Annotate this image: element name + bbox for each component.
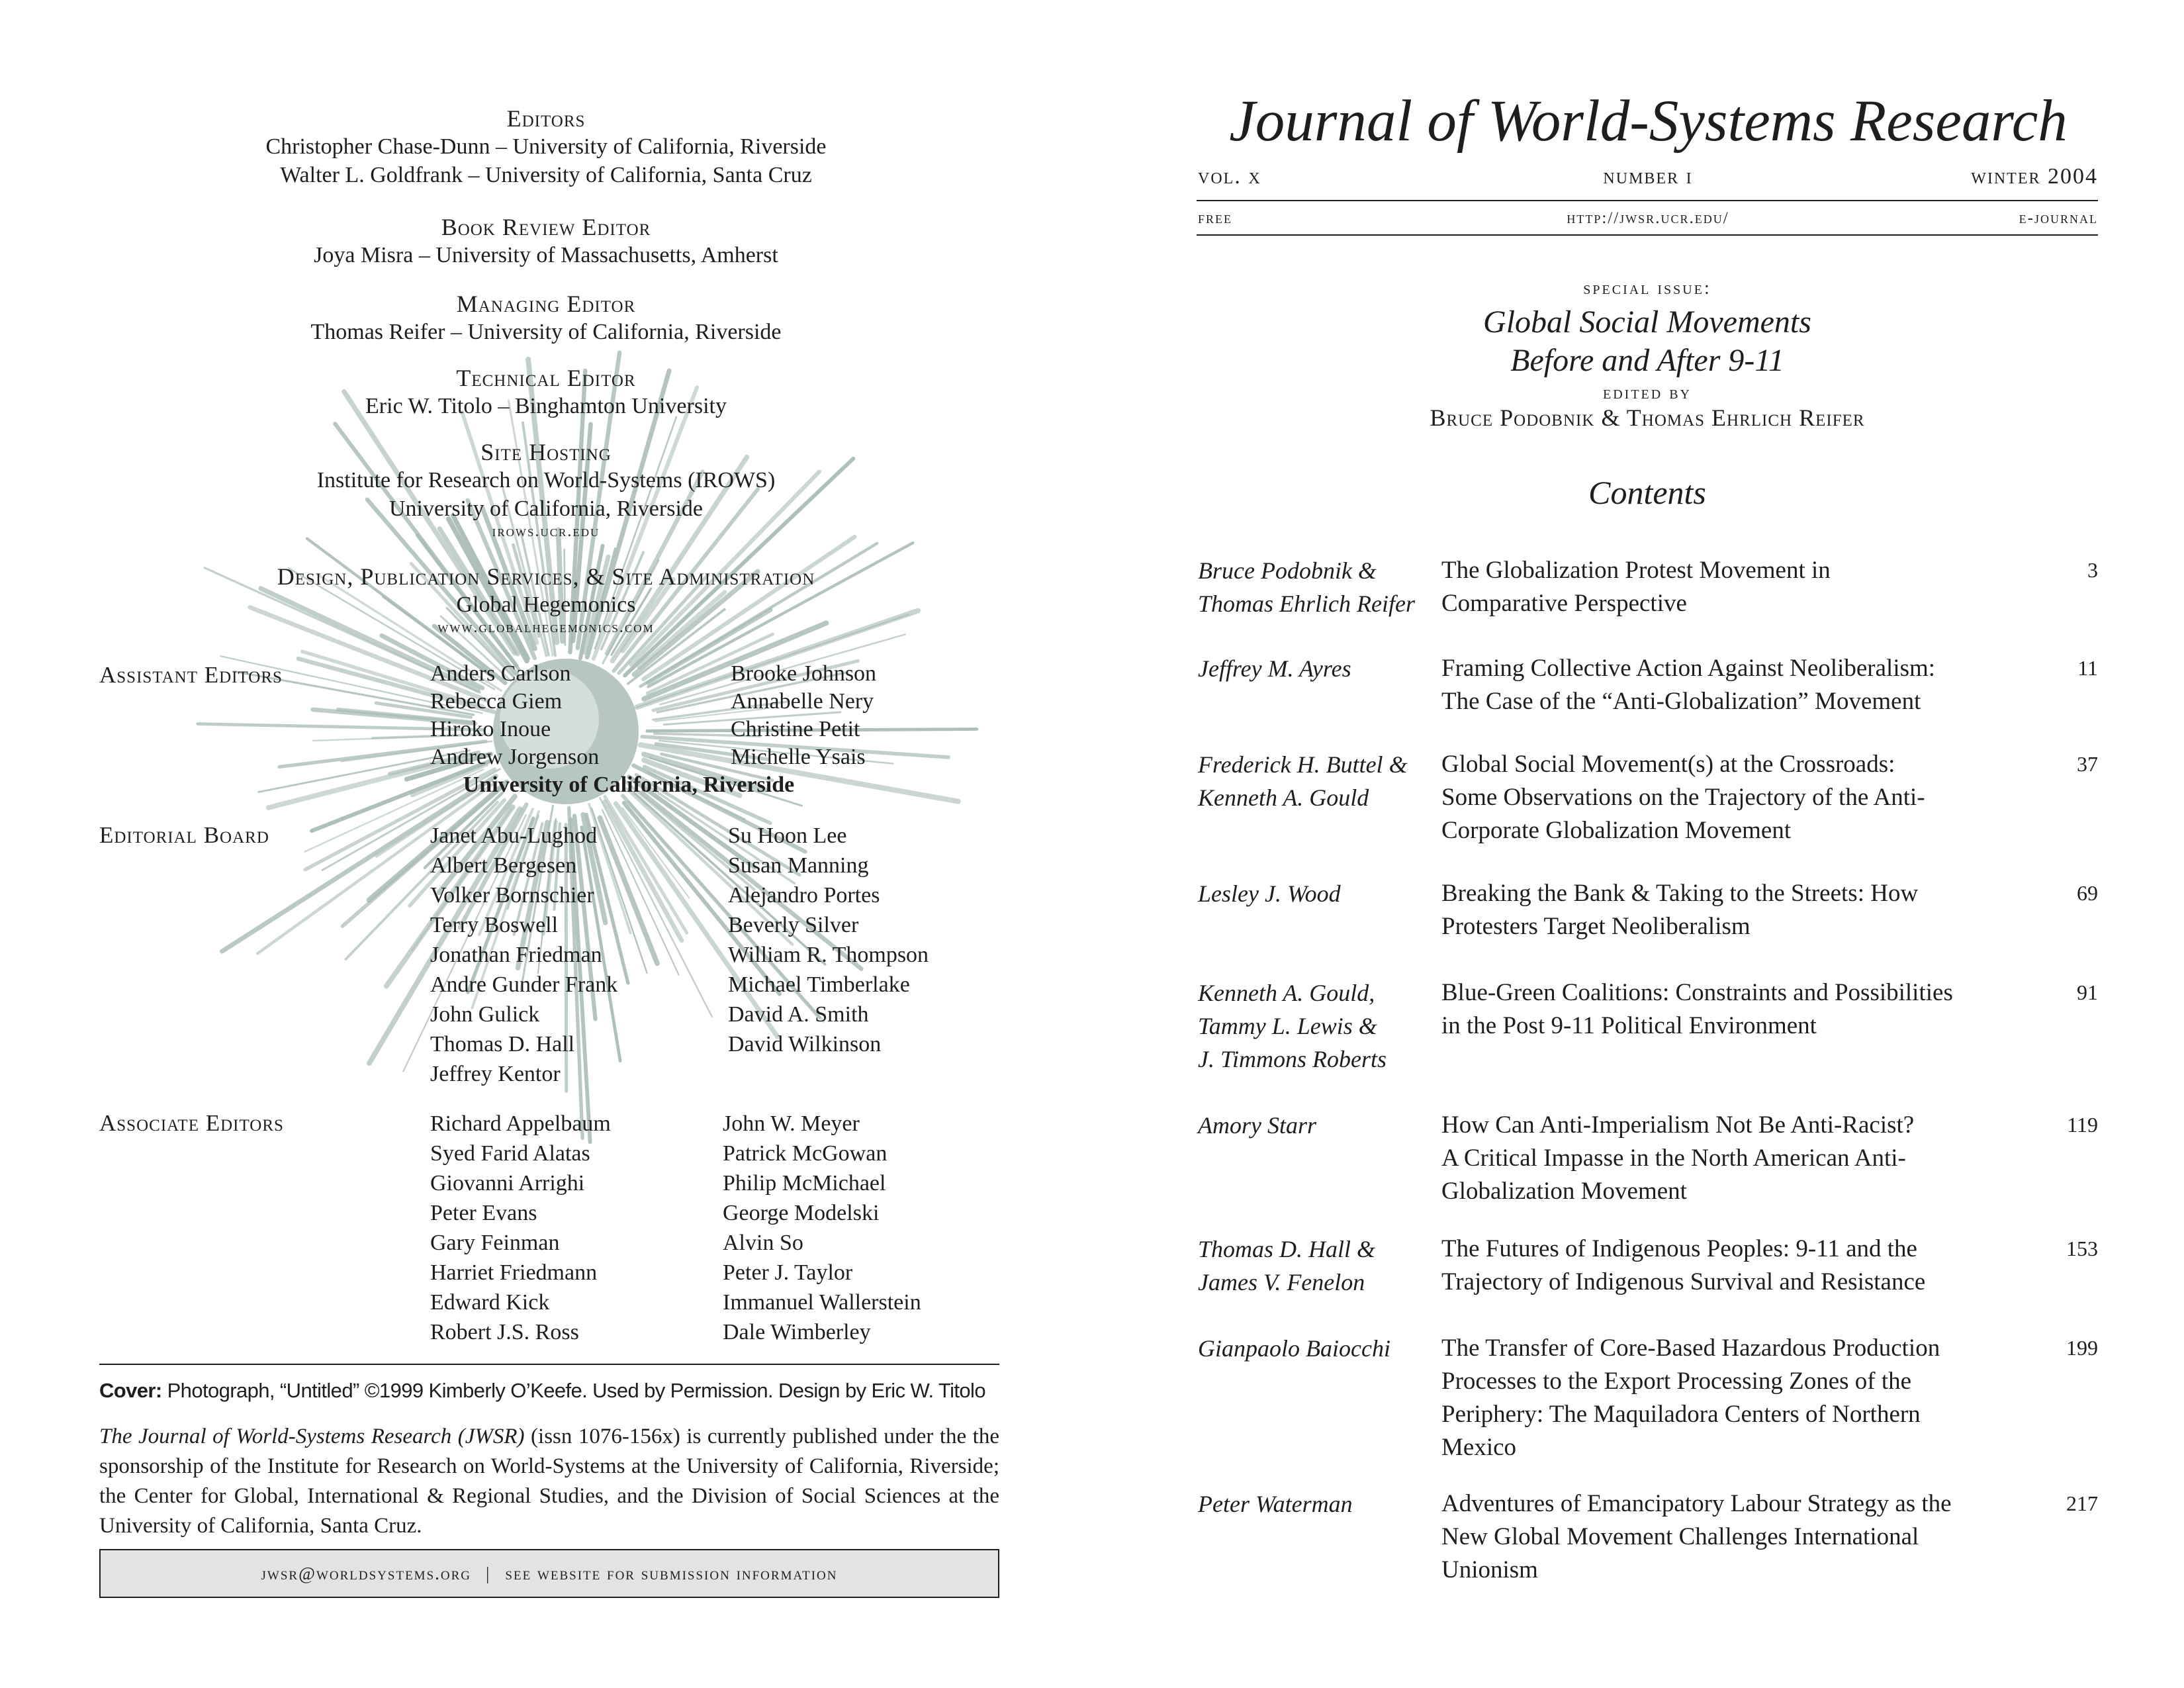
list-item: David A. Smith (728, 1002, 869, 1027)
toc-title[interactable] (1441, 877, 2024, 943)
editor-line: Christopher Chase-Dunn – University of California, Riverside (265, 134, 827, 159)
assistant-col-1 (430, 660, 599, 771)
hosting-line: Institute for Research on World-Systems (IROWS) (316, 468, 776, 492)
toc-author-line: Frederick H. Buttel & (1198, 751, 1408, 778)
toc-title-line: A Critical Impasse in the North American Anti- (1441, 1145, 1906, 1172)
toc-title-line: Breaking the Bank & Taking to the Streets: How (1441, 880, 1919, 907)
toc-page-number: 37 (2077, 752, 2098, 776)
toc-title-line: Protesters Target Neoliberalism (1441, 913, 1751, 940)
toc-authors (1198, 554, 1436, 620)
book-review-line: Joya Misra – University of Massachusetts, Amherst (314, 243, 778, 267)
toc-author-line: Jeffrey M. Ayres (1198, 655, 1351, 682)
toc-authors (1198, 976, 1436, 1076)
footer-box (99, 1549, 999, 1598)
board-col-2 (728, 821, 929, 1059)
cover-label: Cover: (99, 1379, 162, 1402)
free-label: free (1198, 209, 1233, 227)
list-item: Hiroko Inoue (430, 717, 551, 741)
toc-title-line: Global Social Movement(s) at the Crossroads: (1441, 751, 1895, 778)
toc-title[interactable] (1441, 1487, 2024, 1587)
list-item: Alejandro Portes (728, 883, 880, 908)
toc-title[interactable] (1441, 1332, 2024, 1464)
toc-title-line: The Case of the “Anti-Globalization” Movement (1441, 688, 1921, 715)
toc-page-number: 119 (2067, 1113, 2098, 1137)
issue-date: winter 2004 (1971, 164, 2098, 189)
list-item: Albert Bergesen (430, 853, 577, 878)
special-issue (1197, 278, 2098, 432)
toc-title-line: in the Post 9-11 Political Environment (1441, 1012, 1817, 1039)
toc-title[interactable] (1441, 554, 2024, 620)
special-kicker: special issue: (1583, 278, 1711, 299)
list-item: Gary Feinman (430, 1231, 560, 1255)
list-item: Harriet Friedmann (430, 1260, 598, 1285)
list-item: Rebecca Giem (430, 689, 563, 714)
technical-line: Eric W. Titolo – Binghamton University (365, 394, 727, 418)
toc-title-line: Processes to the Export Processing Zones of the (1441, 1368, 1912, 1395)
list-item: Brooke Johnson (731, 661, 877, 686)
footer-note: see website for submission information (505, 1563, 838, 1583)
list-item: Christine Petit (731, 717, 860, 741)
board-col-1 (430, 821, 617, 1089)
list-item: Robert J.S. Ross (430, 1320, 579, 1344)
toc-title-line: The Globalization Protest Movement in (1441, 557, 1831, 584)
associate-col-2 (723, 1109, 921, 1347)
toc-title-line: New Global Movement Challenges International (1441, 1523, 1919, 1550)
toc-author-line: Thomas Ehrlich Reifer (1198, 590, 1415, 617)
toc-title-line: Comparative Perspective (1441, 590, 1687, 617)
managing-section (99, 290, 993, 346)
toc-title-line: Periphery: The Maquiladora Centers of Northern (1441, 1401, 1921, 1428)
toc-title[interactable] (1441, 1109, 2024, 1208)
contents-heading: Contents (1588, 474, 1706, 511)
design-url: www.globalhegemonics.com (437, 619, 655, 636)
toc-authors (1198, 1487, 1436, 1521)
toc-authors (1198, 748, 1436, 814)
list-item: Peter J. Taylor (723, 1260, 853, 1285)
toc-title[interactable] (1441, 748, 2024, 847)
list-item: John W. Meyer (723, 1111, 860, 1136)
toc-author-line: Peter Waterman (1198, 1491, 1353, 1517)
divider (1197, 200, 2098, 201)
design-line: Global Hegemonics (456, 592, 636, 617)
journal-url[interactable]: http://jwsr.ucr.edu/ (1567, 209, 1729, 227)
editor-line: Walter L. Goldfrank – University of California, Santa Cruz (280, 163, 812, 187)
list-item: Edward Kick (430, 1290, 550, 1315)
toc-authors (1198, 1332, 1436, 1365)
divider (99, 1364, 999, 1365)
list-item: Andrew Jorgenson (430, 745, 600, 769)
toc-author-line: Kenneth A. Gould, (1198, 980, 1375, 1006)
list-item: Peter Evans (430, 1201, 537, 1225)
journal-blurb (99, 1422, 999, 1541)
list-item: Terry Boswell (430, 913, 559, 937)
list-item: Giovanni Arrighi (430, 1171, 585, 1196)
list-item: Syed Farid Alatas (430, 1141, 590, 1166)
list-item: Susan Manning (728, 853, 869, 878)
footer-email[interactable]: jwsr@worldsystems.org (261, 1563, 472, 1583)
book-review-heading: Book Review Editor (441, 214, 651, 240)
associate-col-1 (430, 1109, 611, 1347)
toc-title-line: Corporate Globalization Movement (1441, 817, 1792, 844)
cover-credit (99, 1379, 1013, 1403)
editorial-board-label: Editorial Board (99, 822, 269, 848)
toc-title-line: Blue-Green Coalitions: Constraints and Possibilities (1441, 979, 1953, 1006)
toc-title[interactable] (1441, 976, 2024, 1043)
toc-title-line: Some Observations on the Trajectory of the Anti- (1441, 784, 1925, 811)
list-item: Volker Bornschier (430, 883, 594, 908)
hosting-section (99, 438, 993, 541)
toc-author-line: James V. Fenelon (1198, 1269, 1365, 1295)
ejournal-label: e-journal (2019, 209, 2098, 227)
toc-page-number: 91 (2077, 980, 2098, 1004)
toc-authors (1198, 1233, 1436, 1299)
design-heading: Design, Publication Services, & Site Administration (277, 563, 815, 590)
toc-authors (1198, 877, 1436, 910)
list-item: Janet Abu-Lughod (430, 823, 598, 848)
list-item: Patrick McGowan (723, 1141, 887, 1166)
assistant-col-2 (731, 660, 876, 771)
toc-page-number: 11 (2077, 656, 2098, 680)
masthead-row (1198, 164, 2098, 191)
editors-heading: Editors (506, 105, 586, 132)
list-item: Jonathan Friedman (430, 943, 602, 967)
volume: vol. x (1198, 164, 1261, 189)
list-item: Su Hoon Lee (728, 823, 847, 848)
toc-title[interactable] (1441, 1233, 2024, 1299)
toc-title-line: Adventures of Emancipatory Labour Strategy as the (1441, 1490, 1952, 1517)
list-item: Immanuel Wallerstein (723, 1290, 921, 1315)
hosting-heading: Site Hosting (480, 439, 612, 465)
masthead-subrow (1198, 209, 2098, 229)
divider (1197, 234, 2098, 236)
issue-number: number i (1603, 164, 1693, 189)
toc-author-line: Lesley J. Wood (1198, 880, 1341, 907)
toc-page-number: 217 (2066, 1491, 2098, 1515)
footer-separator: | (486, 1563, 491, 1583)
list-item: Jeffrey Kentor (430, 1062, 561, 1086)
toc-author-line: Thomas D. Hall & (1198, 1236, 1376, 1262)
toc-title-line: Globalization Movement (1441, 1178, 1687, 1205)
list-item: Dale Wimberley (723, 1320, 871, 1344)
toc-title-line: Unionism (1441, 1556, 1538, 1583)
toc-title[interactable] (1441, 652, 2024, 718)
managing-heading: Managing Editor (456, 291, 636, 317)
toc-title-line: Framing Collective Action Against Neoliberalism: (1441, 655, 1936, 682)
toc-page-number: 69 (2077, 881, 2098, 905)
design-section (99, 563, 993, 637)
cover-text: Photograph, “Untitled” ©1999 Kimberly O’Keefe. Used by Permission. Design by Eric W. Titolo (167, 1379, 985, 1402)
assistant-editors-label: Assistant Editors (99, 662, 283, 688)
toc-author-line: J. Timmons Roberts (1198, 1046, 1387, 1072)
toc-author-line: Kenneth A. Gould (1198, 784, 1369, 811)
list-item: Andre Gunder Frank (430, 972, 618, 997)
list-item: Annabelle Nery (731, 689, 874, 714)
toc-title-line: How Can Anti-Imperialism Not Be Anti-Racist? (1441, 1111, 1915, 1139)
list-item: Richard Appelbaum (430, 1111, 611, 1136)
toc-author-line: Gianpaolo Baiocchi (1198, 1335, 1390, 1362)
hosting-line: University of California, Riverside (388, 496, 703, 521)
blurb-text: (issn 1076-156x) is currently published under the the sponsorship of the Institute for Research on World-Systems at the University of California, Riverside; the Center for Global, International & Regional Studies, and the Division of Social Sciences at the University of California, Santa Cruz. (99, 1425, 999, 1538)
list-item: Beverly Silver (728, 913, 859, 937)
list-item: Alvin So (723, 1231, 803, 1255)
blurb-title: The Journal of World-Systems Research (JWSR) (99, 1425, 525, 1448)
toc-authors (1198, 1109, 1436, 1142)
toc-author-line: Amory Starr (1198, 1112, 1316, 1139)
list-item: George Modelski (723, 1201, 880, 1225)
toc-page-number: 199 (2066, 1336, 2098, 1360)
toc-authors (1198, 652, 1436, 685)
list-item: David Wilkinson (728, 1032, 882, 1056)
toc-title-line: Mexico (1441, 1434, 1517, 1461)
toc-author-line: Tammy L. Lewis & (1198, 1013, 1377, 1039)
toc-title-line: The Transfer of Core-Based Hazardous Production (1441, 1335, 1940, 1362)
list-item: John Gulick (430, 1002, 540, 1027)
managing-line: Thomas Reifer – University of California, Riverside (310, 320, 782, 344)
journal-title: Journal of World-Systems Research (1229, 89, 2068, 154)
assistant-affiliation: University of California, Riverside (463, 773, 795, 797)
toc-title-line: Trajectory of Indigenous Survival and Resistance (1441, 1268, 1926, 1295)
toc-title-line: The Futures of Indigenous Peoples: 9-11 and the (1441, 1235, 1917, 1262)
toc-author-line: Bruce Podobnik & (1198, 557, 1377, 584)
list-item: Anders Carlson (430, 661, 571, 686)
list-item: Philip McMichael (723, 1171, 886, 1196)
toc-page-number: 153 (2066, 1237, 2098, 1260)
special-title-line: Global Social Movements (1483, 305, 1811, 340)
associate-editors-label: Associate Editors (99, 1110, 284, 1136)
special-editors: Bruce Podobnik & Thomas Ehrlich Reifer (1430, 404, 1865, 431)
list-item: Michelle Ysais (731, 745, 866, 769)
special-title-line: Before and After 9-11 (1510, 343, 1784, 378)
toc-page-number: 3 (2087, 558, 2098, 582)
list-item: Michael Timberlake (728, 972, 910, 997)
editors-section (99, 105, 993, 189)
hosting-url: irows.ucr.edu (492, 523, 600, 540)
technical-section (99, 364, 993, 420)
edited-by-label: edited by (1603, 383, 1692, 403)
technical-heading: Technical Editor (456, 365, 636, 391)
book-review-section (99, 213, 993, 269)
list-item: William R. Thompson (728, 943, 929, 967)
list-item: Thomas D. Hall (430, 1032, 575, 1056)
